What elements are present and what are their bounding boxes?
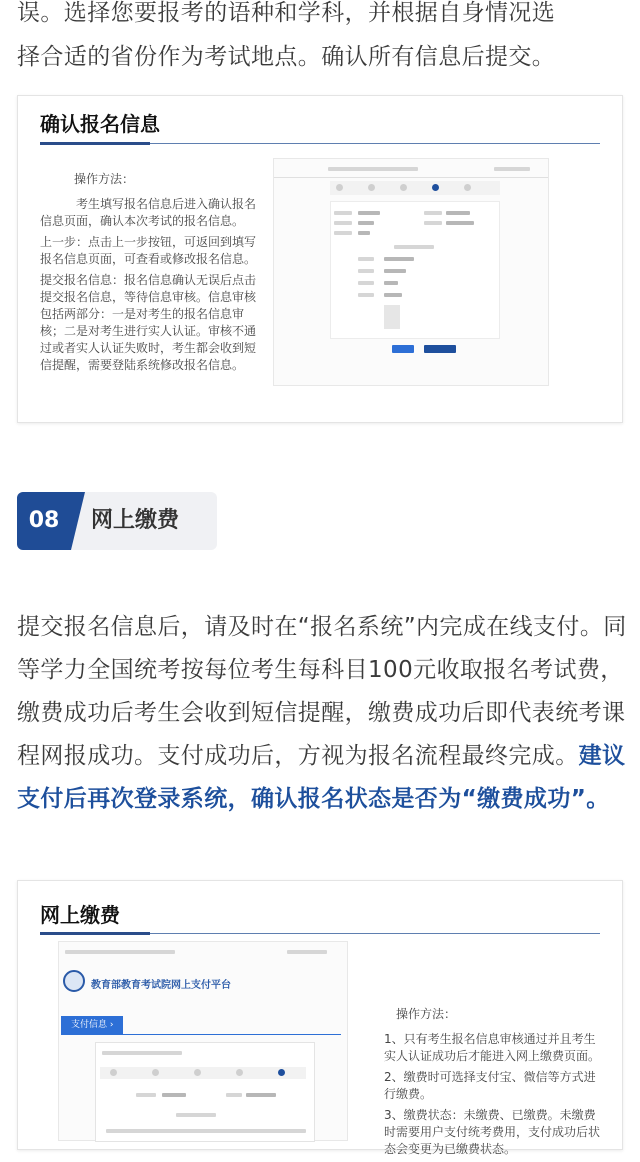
platform-title: 教育部教育考试院网上支付平台 (91, 980, 231, 991)
section-number: 08 (17, 492, 71, 550)
payment-text: 提交报名信息后，请及时在“报名系统”内完成在线支付。同等学力全国统考按每位考生每科目100元收取报名考试费，缴费成功后考生会收到短信提醒，缴费成功后即代表统考课程网报成功。支付成功后，方视为报名流程最终完成。 (17, 614, 627, 769)
confirm-info-card (17, 95, 623, 423)
card-title: 确认报名信息 (40, 112, 160, 136)
card-title: 网上缴费 (40, 903, 120, 927)
payment-highlight: 建议支付后再次登录系统，确认报名状态是否为“缴费成功”。 (17, 743, 626, 812)
payment-instructions (384, 1006, 600, 1162)
payment-paragraph (17, 606, 629, 821)
instructions-heading: 操作方法： (74, 172, 135, 186)
instructions-item: 1、只有考生报名信息审核通过并且考生实人认证成功后才能进入网上缴费页面。 (384, 1032, 601, 1063)
card-divider (40, 933, 600, 934)
instructions-item: 上一步：点击上一步按钮，可返回到填写报名信息页面，可查看或修改报名信息。 (40, 235, 257, 266)
card-divider (40, 143, 600, 144)
instructions-item: 3、缴费状态：未缴费、已缴费。未缴费时需要用户支付统考费用，支付成功后状态会变更为已缴费状态。 (384, 1108, 601, 1156)
section-badge (17, 492, 217, 550)
intro-line-1: 误。选择您要报考的语种和学科，并根据自身情况选 (17, 0, 556, 26)
pay-info-tab[interactable]: 支付信息 › (61, 1016, 123, 1034)
instructions-item: 考生填写报名信息后进入确认报名信息页面，确认本次考试的报名信息。 (40, 197, 257, 228)
payment-card (17, 880, 623, 1156)
submit-info-button[interactable] (424, 345, 456, 353)
instructions-heading: 操作方法： (396, 1007, 457, 1021)
intro-line-2: 择合适的省份作为考试地点。确认所有信息后提交。 (17, 44, 556, 70)
confirm-page-screenshot (273, 158, 549, 386)
prev-step-button[interactable] (392, 345, 414, 353)
instructions-item: 提交报名信息：报名信息确认无误后点击提交报名信息，等待信息审核。信息审核包括两部分：一是对考生的报名信息审核；二是对考生进行实人认证。审核不通过或者实人认证失败时，考生都会收到短信提醒，需要登陆系统修改报名信息。 (40, 273, 257, 372)
section-title: 网上缴费 (91, 508, 180, 533)
pay-info-label: 支付信息 (71, 1020, 108, 1030)
confirm-instructions (40, 171, 258, 378)
platform-logo-icon (63, 970, 85, 992)
payment-page-screenshot (58, 941, 348, 1141)
instructions-item: 2、缴费时可选择支付宝、微信等方式进行缴费。 (384, 1070, 596, 1101)
